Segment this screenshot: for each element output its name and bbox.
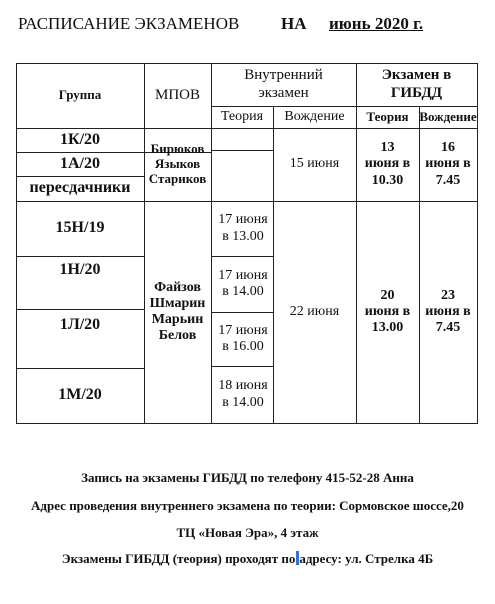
internal-theory-date: 17 июня в 14.00	[218, 267, 268, 299]
row-divider	[211, 150, 273, 151]
footer-gibdd-address-start: Экзамены ГИБДД (теория) проходят по	[61, 551, 296, 566]
internal-theory-date: 17 июня в 16.00	[218, 322, 268, 354]
table-row-group: 1К/20	[59, 130, 101, 148]
table-border-right	[477, 63, 478, 424]
table-row-group: 15Н/19	[55, 219, 105, 237]
instructor-name: Шмарин	[149, 295, 206, 311]
header-driving: Вождение	[284, 108, 345, 124]
header-group: Группа	[58, 87, 102, 103]
internal-theory-date: 18 июня в 14.00	[218, 378, 268, 410]
instructor-name: Файзов	[154, 279, 201, 295]
instructor-list	[144, 201, 211, 423]
instructor-list	[144, 128, 211, 201]
instructor-name: Бирюков	[150, 141, 205, 157]
table-row-group: пересдачники	[29, 179, 131, 197]
instructor-name: Языков	[154, 156, 201, 172]
title-month: июнь 2020 г.	[329, 14, 424, 33]
col-divider	[419, 106, 420, 424]
footer-theory-address: Адрес проведения внутреннего экзамена по теории: Сормовское шоссе,20	[31, 498, 464, 513]
gibdd-theory-date: 20 июня в 13.00	[364, 287, 411, 336]
instructor-name: Стариков	[148, 170, 207, 186]
title-main: РАСПИСАНИЕ ЭКЗАМЕНОВ	[18, 14, 240, 33]
table-row-group: 1Л/20	[59, 315, 101, 333]
header-mpov: МПОВ	[154, 86, 200, 103]
header-gibdd-exam: Экзамен в ГИБДД	[381, 67, 452, 101]
footer-phone-note: Запись на экзамены ГИБДД по телефону 415-52-28 Анна	[81, 470, 414, 485]
footer-mall-floor: ТЦ «Новая Эра», 4 этаж	[176, 525, 319, 540]
table-row-group: 1М/20	[58, 386, 102, 404]
internal-driving-date: 15 июня	[289, 156, 340, 172]
header-gibdd-theory: Теория	[366, 108, 409, 124]
header-gibdd-driving: Вождение	[419, 108, 477, 124]
internal-theory-date: 17 июня в 13.00	[218, 212, 268, 244]
table-border-bottom	[16, 423, 477, 424]
footer-gibdd-address	[0, 551, 495, 567]
internal-driving-date: 22 июня	[289, 303, 340, 319]
instructor-name: Белов	[158, 328, 197, 344]
header-theory: Теория	[220, 108, 264, 124]
gibdd-driving-date: 16 июня в 7.45	[425, 140, 471, 188]
table-row-group: 1Н/20	[59, 260, 101, 278]
footer-gibdd-address-end: адресу: ул. Стрелка 4Б	[299, 551, 434, 566]
header-internal-exam: Внутренний экзамен	[244, 67, 323, 101]
table-row-group: 1А/20	[60, 154, 100, 172]
instructor-name: Марьин	[151, 312, 204, 327]
title-on: НА	[281, 14, 307, 33]
gibdd-driving-date: 23 июня в 7.45	[425, 287, 471, 336]
gibdd-theory-date: 13 июня в 10.30	[364, 140, 411, 188]
